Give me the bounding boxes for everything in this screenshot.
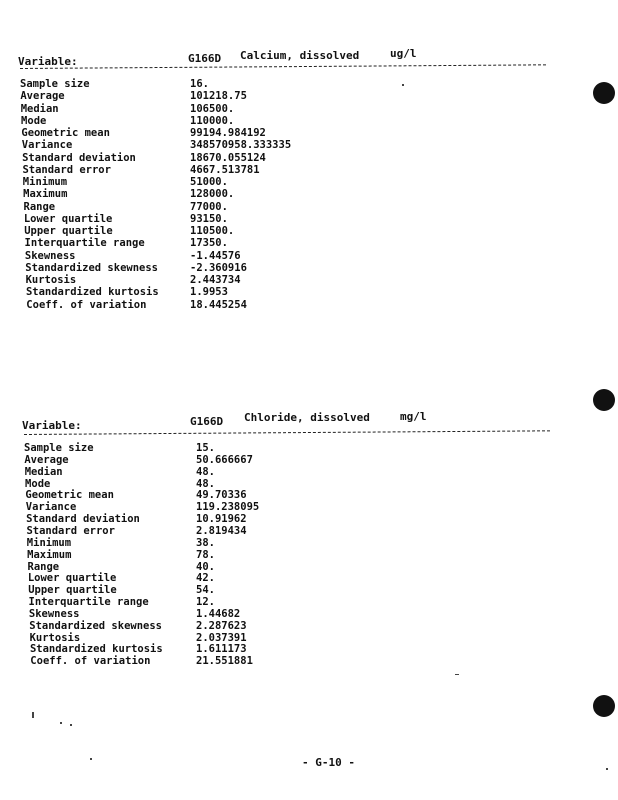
- stat-value: 2.287623: [196, 619, 247, 632]
- stat-value: 18.445254: [190, 298, 247, 311]
- stat-value: 2.443734: [190, 274, 241, 286]
- stat-label: Sample size: [24, 442, 94, 454]
- stat-label: Interquartile range: [28, 596, 149, 609]
- stat-label: Variance: [25, 501, 77, 514]
- stat-label: Interquartile range: [24, 237, 145, 250]
- variable-label: Variable:: [22, 419, 82, 432]
- stat-value: -1.44576: [190, 249, 241, 262]
- binder-hole: [593, 389, 615, 411]
- variable-description: Chloride, dissolved: [244, 411, 370, 424]
- stat-label: Minimum: [26, 536, 72, 549]
- stat-label: Standardized skewness: [25, 261, 159, 274]
- stat-label: Upper quartile: [28, 584, 117, 597]
- stat-value: 51000.: [190, 176, 228, 188]
- stat-value: 54.: [196, 584, 215, 597]
- stat-label: Kurtosis: [25, 274, 77, 286]
- variable-label: Variable:: [18, 55, 78, 68]
- variable-description: Calcium, dissolved: [240, 49, 360, 62]
- stat-value: 42.: [196, 572, 215, 585]
- variable-code: G166D: [188, 52, 222, 65]
- stat-value: 17350.: [190, 237, 228, 250]
- variable-unit: ug/l: [390, 47, 417, 60]
- stat-label: Standardized kurtosis: [25, 286, 159, 299]
- stat-label: Upper quartile: [24, 225, 113, 237]
- stat-value: 2.037391: [196, 631, 247, 644]
- stat-label: Lower quartile: [23, 212, 113, 225]
- stat-value: 50.666667: [196, 453, 253, 466]
- stat-label: Average: [20, 90, 65, 103]
- stat-value: 38.: [196, 536, 215, 549]
- stat-value: 4667.513781: [190, 163, 260, 176]
- scan-speck: [90, 758, 92, 760]
- stat-label: Mode: [25, 477, 51, 490]
- stat-value: 48.: [196, 465, 215, 478]
- scan-speck: [402, 84, 404, 86]
- stat-value: 1.44682: [196, 607, 241, 620]
- stat-value: 77000.: [190, 200, 228, 213]
- stat-label: Range: [23, 200, 56, 213]
- stat-label: Lower quartile: [27, 572, 117, 585]
- page-number: - G-10 -: [302, 756, 355, 769]
- stat-label: Standardized skewness: [29, 619, 163, 632]
- stat-value: 106500.: [190, 102, 235, 115]
- stat-value: 12.: [196, 596, 215, 609]
- binder-hole: [593, 695, 615, 717]
- stat-label: Geometric mean: [25, 489, 114, 502]
- stat-value: 40.: [196, 560, 215, 573]
- stat-value: 93150.: [190, 212, 228, 225]
- stat-label: Standardized kurtosis: [29, 643, 163, 656]
- stat-label: Skewness: [24, 249, 76, 262]
- stat-value: 119.238095: [196, 501, 260, 514]
- stat-value: 15.: [196, 442, 215, 454]
- stat-value: 21.551881: [196, 655, 253, 668]
- stat-label: Coeff. of variation: [26, 298, 147, 311]
- stat-value: 1.611173: [196, 643, 247, 656]
- stat-value: 48.: [196, 477, 215, 490]
- stat-value: 110500.: [190, 225, 235, 237]
- scan-speck: [32, 712, 34, 718]
- stat-value: 348570958.333335: [190, 139, 292, 152]
- stat-value: 10.91962: [196, 513, 247, 526]
- stat-label: Coeff. of variation: [30, 655, 151, 668]
- stat-value: 78.: [196, 548, 215, 561]
- scan-speck: [606, 768, 608, 770]
- stat-value: 16.: [190, 78, 209, 90]
- stat-label: Standard deviation: [26, 513, 140, 526]
- stat-value: 110000.: [190, 114, 235, 127]
- stat-label: Variance: [21, 139, 73, 152]
- variable-code: G166D: [190, 415, 224, 428]
- stat-label: Skewness: [28, 607, 80, 620]
- stat-label: Maximum: [23, 188, 68, 201]
- stat-label: Minimum: [22, 176, 68, 188]
- stat-value: 1.9953: [190, 286, 228, 299]
- stat-value: 99194.984192: [190, 127, 266, 139]
- stat-label: Standard error: [22, 163, 111, 176]
- stat-label: Range: [27, 560, 60, 573]
- stat-label: Standard error: [26, 524, 115, 537]
- binder-hole: [593, 82, 615, 104]
- header-divider: [20, 64, 546, 69]
- stat-label: Kurtosis: [29, 631, 81, 644]
- header-divider: [24, 430, 550, 435]
- stat-label: Mode: [21, 114, 47, 127]
- stat-value: -2.360916: [190, 261, 247, 274]
- scan-speck: [455, 674, 459, 675]
- stat-label: Median: [24, 465, 63, 478]
- stat-value: 18670.055124: [190, 151, 266, 164]
- stat-label: Geometric mean: [21, 127, 110, 139]
- variable-unit: mg/l: [400, 410, 427, 423]
- stat-label: Standard deviation: [22, 151, 136, 164]
- stat-value: 49.70336: [196, 489, 247, 502]
- stat-value: 101218.75: [190, 90, 247, 103]
- stat-label: Average: [24, 453, 69, 466]
- scan-speck: [70, 724, 72, 726]
- stat-value: 2.819434: [196, 524, 247, 537]
- stat-label: Median: [20, 102, 59, 115]
- stat-value: 128000.: [190, 188, 235, 201]
- stat-label: Sample size: [20, 78, 90, 90]
- scan-speck: [60, 722, 62, 724]
- stat-label: Maximum: [27, 548, 72, 561]
